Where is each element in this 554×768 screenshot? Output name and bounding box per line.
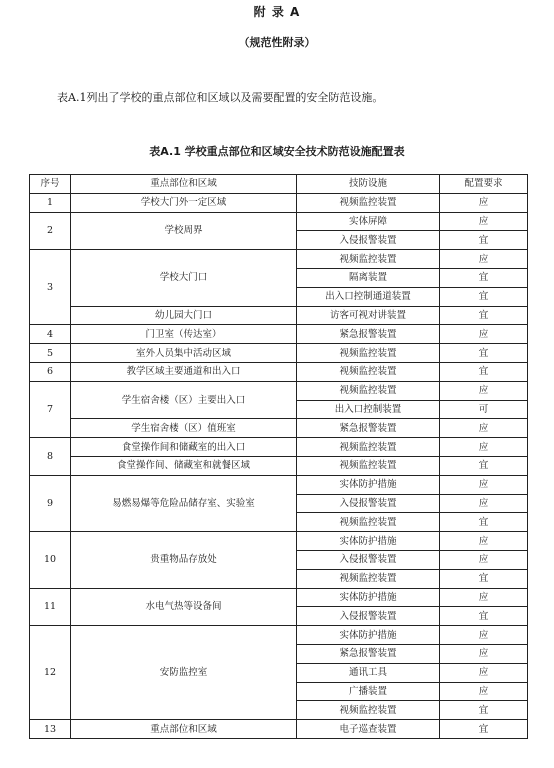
area-cell: 贵重物品存放处: [71, 532, 297, 588]
requirement-cell: 应: [440, 663, 528, 682]
table-header-row: [30, 175, 528, 194]
table-row: [30, 720, 528, 739]
table-row: [30, 456, 528, 475]
table-row: [30, 306, 528, 325]
requirement-cell: 宜: [440, 306, 528, 325]
requirement-cell: 应: [440, 381, 528, 400]
requirement-cell: 可: [440, 400, 528, 419]
area-cell: 学校周界: [71, 212, 297, 250]
facility-cell: 视频监控装置: [297, 513, 440, 532]
intro-paragraph: 表A.1列出了学校的重点部位和区域以及需要配置的安全防范设施。: [57, 91, 384, 104]
table-caption: 表A.1 学校重点部位和区域安全技术防范设施配置表: [149, 145, 405, 158]
facility-cell: 实体屏障: [297, 212, 440, 231]
requirement-cell: 宜: [440, 456, 528, 475]
area-cell: 易燃易爆等危险品储存室、实验室: [71, 475, 297, 531]
serial-number-cell: 6: [30, 362, 71, 381]
facility-cell: 实体防护措施: [297, 588, 440, 607]
facility-cell: 广播装置: [297, 682, 440, 701]
requirement-cell: 应: [440, 212, 528, 231]
table-row: [30, 344, 528, 363]
facility-cell: 视频监控装置: [297, 344, 440, 363]
serial-number-cell: 8: [30, 438, 71, 476]
table-row: [30, 588, 528, 607]
requirement-cell: 应: [440, 325, 528, 344]
serial-number-cell: 7: [30, 381, 71, 437]
facility-cell: 紧急报警装置: [297, 644, 440, 663]
requirement-cell: 应: [440, 550, 528, 569]
area-cell: 门卫室（传达室）: [71, 325, 297, 344]
requirement-cell: 宜: [440, 362, 528, 381]
area-cell: 安防监控室: [71, 626, 297, 720]
requirement-cell: 宜: [440, 569, 528, 588]
facility-cell: 入侵报警装置: [297, 231, 440, 250]
area-cell: 食堂操作间和储藏室的出入口: [71, 438, 297, 457]
requirement-cell: 应: [440, 644, 528, 663]
facility-cell: 视频监控装置: [297, 438, 440, 457]
requirement-cell: 宜: [440, 344, 528, 363]
facility-cell: 视频监控装置: [297, 250, 440, 269]
area-cell: 学生宿舍楼（区）主要出入口: [71, 381, 297, 419]
area-cell: 教学区域主要通道和出入口: [71, 362, 297, 381]
table-row: [30, 250, 528, 269]
requirement-cell: 应: [440, 475, 528, 494]
requirement-cell: 宜: [440, 287, 528, 306]
table-row: [30, 438, 528, 457]
facility-cell: 入侵报警装置: [297, 607, 440, 626]
facility-cell: 出入口控制通道装置: [297, 287, 440, 306]
requirement-cell: 宜: [440, 701, 528, 720]
serial-number-cell: 10: [30, 532, 71, 588]
facility-cell: 访客可视对讲装置: [297, 306, 440, 325]
area-cell: 幼儿园大门口: [71, 306, 297, 325]
facility-cell: 入侵报警装置: [297, 494, 440, 513]
serial-number-cell: 9: [30, 475, 71, 531]
serial-number-cell: 12: [30, 626, 71, 720]
facility-cell: 通讯工具: [297, 663, 440, 682]
facility-cell: 实体防护措施: [297, 475, 440, 494]
table-row: [30, 419, 528, 438]
header-facility: 技防设施: [297, 175, 440, 194]
requirement-cell: 应: [440, 532, 528, 551]
facility-cell: 隔离装置: [297, 268, 440, 287]
requirement-cell: 宜: [440, 268, 528, 287]
area-cell: 学校大门外一定区域: [71, 193, 297, 212]
facility-cell: 入侵报警装置: [297, 550, 440, 569]
header-requirement: 配置要求: [440, 175, 528, 194]
requirement-cell: 宜: [440, 607, 528, 626]
requirement-cell: 应: [440, 682, 528, 701]
facility-cell: 实体防护措施: [297, 626, 440, 645]
area-cell: 重点部位和区域: [71, 720, 297, 739]
table-row: [30, 381, 528, 400]
facility-cell: 视频监控装置: [297, 569, 440, 588]
facility-cell: 视频监控装置: [297, 362, 440, 381]
facility-cell: 视频监控装置: [297, 456, 440, 475]
serial-number-cell: 11: [30, 588, 71, 626]
facility-cell: 紧急报警装置: [297, 325, 440, 344]
facility-cell: 视频监控装置: [297, 193, 440, 212]
requirement-cell: 应: [440, 494, 528, 513]
facility-cell: 电子巡查装置: [297, 720, 440, 739]
table-row: [30, 475, 528, 494]
requirement-cell: 应: [440, 438, 528, 457]
requirement-cell: 应: [440, 588, 528, 607]
facility-cell: 紧急报警装置: [297, 419, 440, 438]
appendix-subtitle: （规范性附录）: [238, 36, 316, 49]
requirement-cell: 应: [440, 193, 528, 212]
serial-number-cell: 5: [30, 344, 71, 363]
table-row: [30, 212, 528, 231]
requirement-cell: 宜: [440, 513, 528, 532]
header-serial: 序号: [30, 175, 71, 194]
facility-cell: 视频监控装置: [297, 381, 440, 400]
security-config-table: [29, 174, 528, 739]
area-cell: 学生宿舍楼（区）值班室: [71, 419, 297, 438]
header-area: 重点部位和区域: [71, 175, 297, 194]
facility-cell: 出入口控制装置: [297, 400, 440, 419]
area-cell: 学校大门口: [71, 250, 297, 306]
serial-number-cell: 4: [30, 325, 71, 344]
requirement-cell: 应: [440, 419, 528, 438]
area-cell: 食堂操作间、储藏室和就餐区域: [71, 456, 297, 475]
serial-number-cell: 2: [30, 212, 71, 250]
serial-number-cell: 1: [30, 193, 71, 212]
requirement-cell: 宜: [440, 231, 528, 250]
area-cell: 水电气热等设备间: [71, 588, 297, 626]
requirement-cell: 应: [440, 626, 528, 645]
appendix-title: 附 录 A: [253, 5, 301, 19]
requirement-cell: 宜: [440, 720, 528, 739]
facility-cell: 视频监控装置: [297, 701, 440, 720]
area-cell: 室外人员集中活动区域: [71, 344, 297, 363]
table-row: [30, 532, 528, 551]
serial-number-cell: 13: [30, 720, 71, 739]
serial-number-cell: 3: [30, 250, 71, 325]
table-row: [30, 362, 528, 381]
table-row: [30, 193, 528, 212]
table-row: [30, 626, 528, 645]
requirement-cell: 应: [440, 250, 528, 269]
facility-cell: 实体防护措施: [297, 532, 440, 551]
table-row: [30, 325, 528, 344]
